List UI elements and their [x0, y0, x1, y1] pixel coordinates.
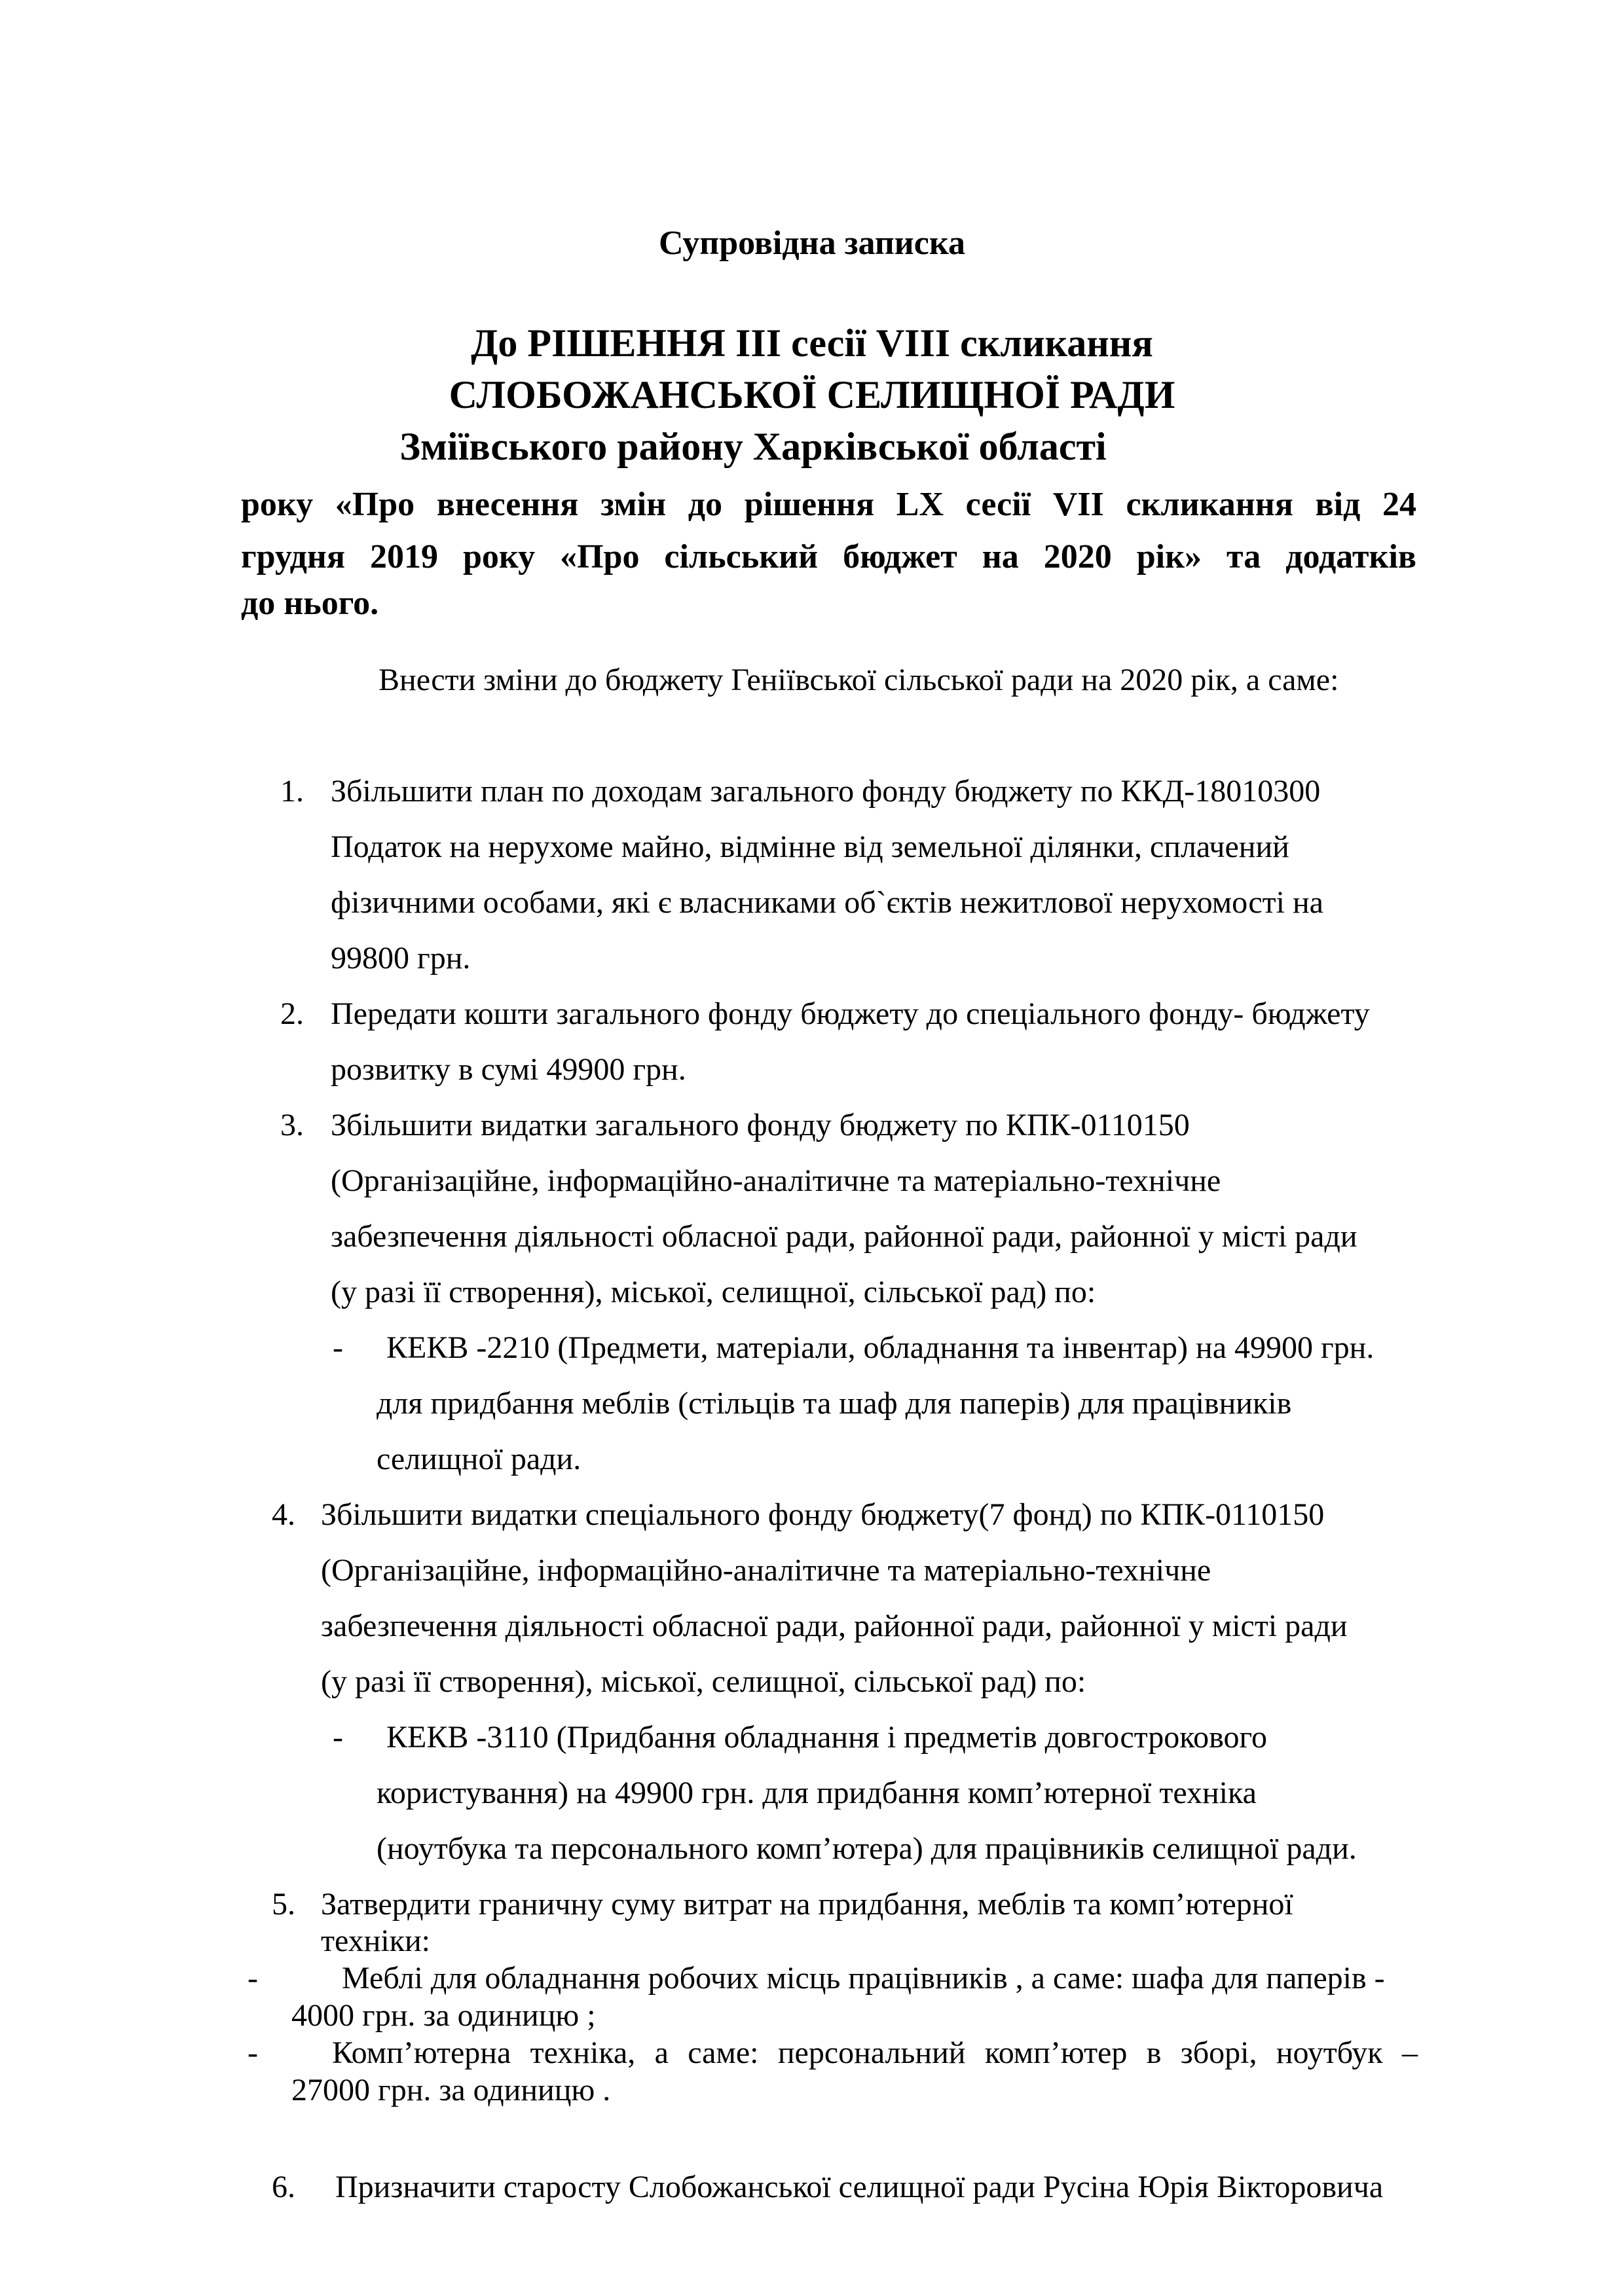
- decision-title-line2: СЛОБОЖАНСЬКОЇ СЕЛИЩНОЇ РАДИ: [449, 373, 1175, 416]
- item-number: 1.: [280, 774, 304, 809]
- item-line: 99800 грн.: [331, 941, 471, 975]
- sub-item-line: 27000 грн. за одиницю .: [291, 2073, 611, 2107]
- sub-item-line: користування) на 49900 грн. для придбання комп’ютерної техніка: [377, 1776, 1257, 1810]
- item-line: розвитку в сумі 49900 грн.: [331, 1052, 686, 1087]
- sub-item-line: (ноутбука та персонального комп’ютера) для працівників селищної ради.: [377, 1831, 1357, 1866]
- decision-title-line3: Зміївського району Харківської області: [399, 425, 1107, 468]
- item-number: 6.: [272, 2170, 295, 2204]
- sub-item-line: селищної ради.: [377, 1442, 581, 1476]
- decision-subtitle-line1: року «Про внесення змін до рішення LX сесії VII скликання від 24: [241, 486, 1416, 523]
- item-line: (у разі її створення), міської, селищної, сільської рад) по:: [321, 1664, 1086, 1699]
- item-line: Затвердити граничну суму витрат на придбання, меблів та комп’ютерної: [321, 1887, 1293, 1922]
- item-line: Передати кошти загального фонду бюджету до спеціального фонду- бюджету: [331, 996, 1370, 1031]
- bullet-dash: -: [248, 1961, 258, 1995]
- item-line: (Організаційне, інформаційно-аналітичне та матеріально-технічне: [321, 1553, 1211, 1588]
- bullet-dash: -: [333, 1330, 343, 1365]
- item-line: Податок на нерухоме майно, відмінне від земельної ділянки, сплачений: [331, 829, 1289, 864]
- item-line: Призначити старосту Слобожанської селищної ради Русіна Юрія Вікторовича: [335, 2170, 1384, 2204]
- sub-item-line: Комп’ютерна техніка, а саме: персональний комп’ютер в зборі, ноутбук –: [332, 2035, 1418, 2070]
- sub-item-line: КЕКВ -2210 (Предмети, матеріали, обладнання та інвентар) на 49900 грн.: [386, 1330, 1375, 1365]
- item-line: Збільшити видатки загального фонду бюджету по КПК-0110150: [331, 1108, 1190, 1142]
- item-number: 2.: [280, 996, 304, 1031]
- decision-title-line1: До РІШЕННЯ ІІІ сесії VIII скликання: [471, 321, 1153, 365]
- item-number: 4.: [272, 1497, 295, 1532]
- item-line: (Організаційне, інформаційно-аналітичне та матеріально-технічне: [331, 1163, 1221, 1198]
- intro-paragraph: Внести зміни до бюджету Геніївської сільської ради на 2020 рік, а саме:: [378, 663, 1339, 697]
- decision-subtitle-line2: грудня 2019 року «Про сільський бюджет на 2020 рік» та додатків: [241, 538, 1416, 575]
- item-line: техніки:: [321, 1923, 431, 1958]
- note-title: Супровідна записка: [658, 225, 966, 262]
- item-line: Збільшити видатки спеціального фонду бюджету(7 фонд) по КПК-0110150: [321, 1497, 1325, 1532]
- bullet-dash: -: [248, 2035, 258, 2070]
- sub-item-line: для придбання меблів (стільців та шаф для паперів) для працівників: [377, 1386, 1292, 1421]
- item-number: 5.: [272, 1887, 295, 1922]
- sub-item-line: Меблі для обладнання робочих місць працівників , а саме: шафа для паперів -: [342, 1961, 1385, 1995]
- item-line: забезпечення діяльності обласної ради, районної ради, районної у місті ради: [321, 1609, 1348, 1643]
- item-line: (у разі її створення), міської, селищної, сільської рад) по:: [331, 1275, 1096, 1309]
- item-line: Збільшити план по доходам загального фонду бюджету по ККД-18010300: [331, 774, 1321, 809]
- decision-subtitle-line3: до нього.: [241, 585, 379, 622]
- sub-item-line: 4000 грн. за одиницю ;: [291, 1998, 596, 2033]
- sub-item-line: КЕКВ -3110 (Придбання обладнання і предметів довгострокового: [386, 1720, 1267, 1755]
- item-line: забезпечення діяльності обласної ради, районної ради, районної у місті ради: [331, 1219, 1357, 1254]
- bullet-dash: -: [333, 1720, 343, 1755]
- item-line: фізичними особами, які є власниками об`єктів нежитлової нерухомості на: [331, 885, 1323, 920]
- item-number: 3.: [280, 1108, 304, 1142]
